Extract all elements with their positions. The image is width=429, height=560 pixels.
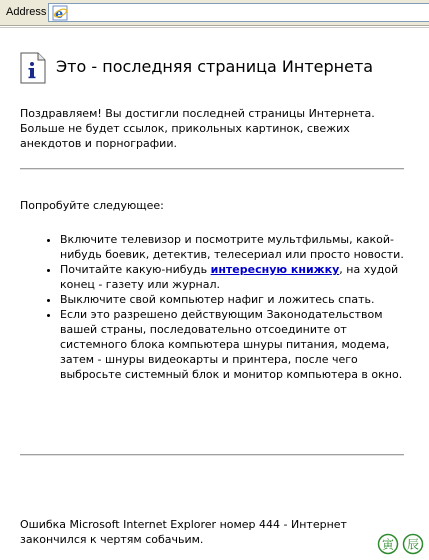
stamp-char-1: 寅 <box>381 537 395 552</box>
list-item: • Если это разрешено действующим Законодательством вашей страны, последовательно отсоедините от системного блока компьютера шнуры питания, модема, затем - шнуры видеокарты и принтера, после чего выбросьте системный блок и монитор компьютера в окно. <box>60 307 412 382</box>
error-line-1: Ошибка Microsoft Internet Explorer номер 444 - Интернет <box>20 518 347 531</box>
address-bar <box>0 0 429 26</box>
list-item-text: Почитайте какую-нибудь <box>60 263 211 276</box>
try-heading: Попробуйте следующее: <box>20 199 164 212</box>
stamp-seals-icon <box>377 533 425 555</box>
divider-top <box>20 168 404 170</box>
list-item-text: , на худой конец - газету или журнал. <box>60 263 399 291</box>
list-item: • Включите телевизор и посмотрите мультфильмы, какой-нибудь боевик, детектив, телесериал или просто новости. <box>60 232 412 262</box>
info-document-icon <box>20 52 46 84</box>
page-title: Это - последняя страница Интернета <box>56 57 374 76</box>
list-item: • Выключите свой компьютер нафиг и ложитесь спать. <box>60 292 412 307</box>
error-message <box>20 517 370 547</box>
page-content <box>0 27 429 560</box>
list-item <box>60 262 412 292</box>
address-input[interactable] <box>48 3 429 22</box>
suggestion-list <box>46 232 412 382</box>
error-line-2: закончился к чертям собачьим. <box>20 533 204 546</box>
svg-text:e: e <box>55 7 64 21</box>
internet-explorer-icon <box>52 5 68 21</box>
stamp-char-2: 辰 <box>406 537 420 552</box>
divider-bottom <box>20 454 404 456</box>
address-label: Address <box>6 6 47 18</box>
intro-paragraph: Поздравляем! Вы достигли последней страницы Интернета. Больше не будет ссылок, прикольных картинок, свежих анекдотов и порнографии. <box>20 107 375 150</box>
interesting-book-link[interactable]: интересную книжку <box>210 263 340 276</box>
